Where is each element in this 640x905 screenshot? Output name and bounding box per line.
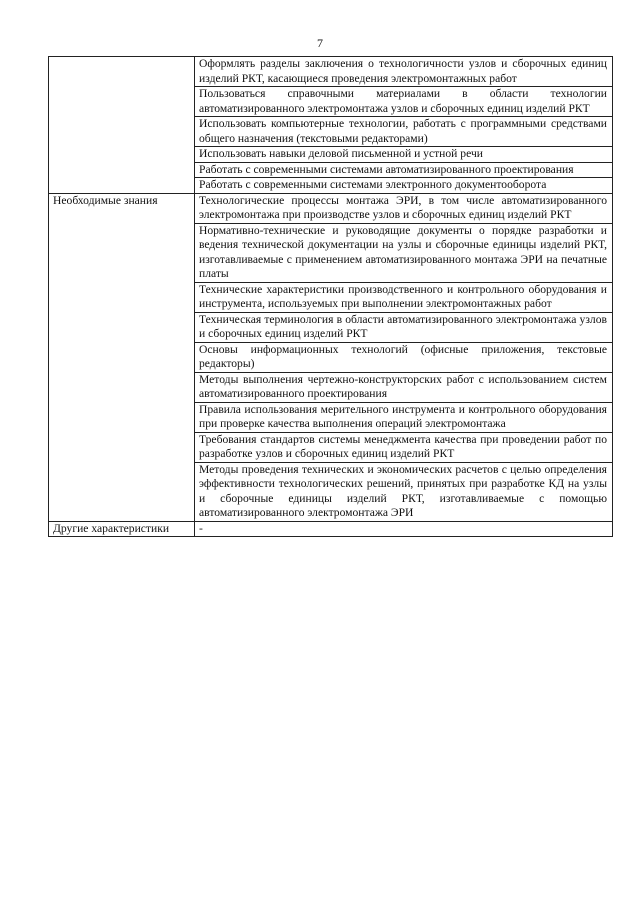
skill-item: Работать с современными системами автоматизированного проектирования — [195, 162, 613, 178]
table-row — [49, 193, 613, 223]
table-row — [49, 57, 613, 87]
skill-item: Оформлять разделы заключения о технологичности узлов и сборочных единиц изделий РКТ, касающиеся проведения электромонтажных работ — [195, 57, 613, 87]
competency-table — [48, 56, 613, 537]
knowledge-item: Техническая терминология в области автоматизированного электромонтажа узлов и сборочных единиц изделий РКТ — [195, 312, 613, 342]
skill-item: Пользоваться справочными материалами в области технологии автоматизированного электромонтажа узлов и сборочных единиц изделий РКТ — [195, 87, 613, 117]
knowledge-item: Основы информационных технологий (офисные приложения, текстовые редакторы) — [195, 342, 613, 372]
other-characteristics-value: - — [195, 521, 613, 537]
skill-item: Работать с современными системами электронного документооборота — [195, 178, 613, 194]
knowledge-label: Необходимые знания — [49, 193, 195, 521]
knowledge-item: Методы проведения технических и экономических расчетов с целью определения эффективности технологических решений, принятых при разработке КД на узлы и сборочные единицы изделий РКТ, изготавливаемые с помощью автоматизированного электромонтажа ЭРИ — [195, 462, 613, 521]
skill-item: Использовать навыки деловой письменной и устной речи — [195, 147, 613, 163]
knowledge-item: Технические характеристики производственного и контрольного оборудования и инструмента, используемых при выполнении электромонтажных работ — [195, 282, 613, 312]
other-characteristics-label: Другие характеристики — [49, 521, 195, 537]
knowledge-item: Нормативно-технические и руководящие документы о порядке разработки и ведения технической документации на узлы и сборочные единицы изделий РКТ, изготавливаемые с применением автоматизированного монтажа ЭРИ на печатные платы — [195, 223, 613, 282]
skill-item: Использовать компьютерные технологии, работать с программными средствами общего назначения (текстовыми редакторами) — [195, 117, 613, 147]
table-row — [49, 521, 613, 537]
skills-label-cell — [49, 57, 195, 194]
knowledge-item: Требования стандартов системы менеджмента качества при проведении работ по разработке узлов и сборочных единиц изделий РКТ — [195, 432, 613, 462]
knowledge-item: Методы выполнения чертежно-конструкторских работ с использованием систем автоматизированного проектирования — [195, 372, 613, 402]
knowledge-item: Правила использования мерительного инструмента и контрольного оборудования при проверке качества выполнения операций электромонтажа — [195, 402, 613, 432]
knowledge-item: Технологические процессы монтажа ЭРИ, в том числе автоматизированного электромонтажа при производстве узлов и сборочных единиц изделий РКТ — [195, 193, 613, 223]
page-number: 7 — [317, 36, 323, 50]
